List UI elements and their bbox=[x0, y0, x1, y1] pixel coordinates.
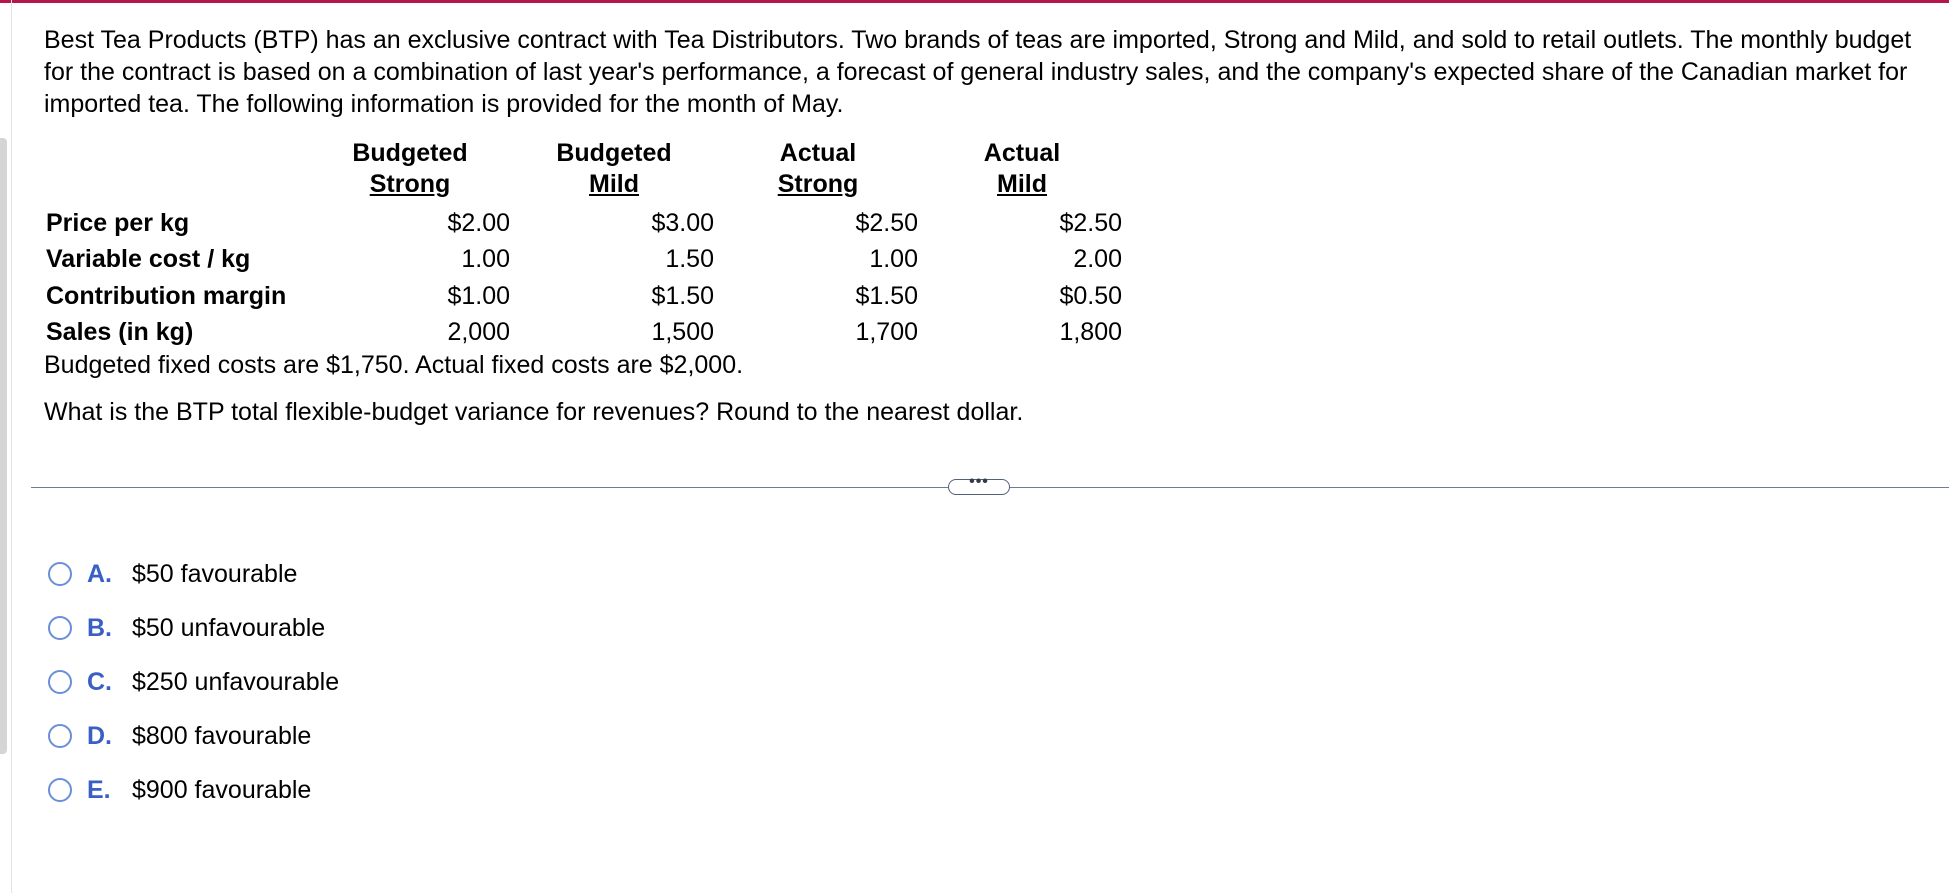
col-header-top: Budgeted bbox=[352, 139, 468, 167]
cell-cm-budgeted-strong: $1.00 bbox=[447, 282, 510, 310]
radio-icon[interactable] bbox=[48, 670, 72, 694]
scrollbar[interactable] bbox=[0, 138, 7, 754]
row-label-contribution-margin: Contribution margin bbox=[46, 282, 287, 310]
option-text: $250 unfavourable bbox=[132, 668, 340, 696]
top-accent-bar bbox=[0, 0, 1949, 3]
cell-sales-budgeted-strong: 2,000 bbox=[447, 318, 510, 346]
cell-cm-budgeted-mild: $1.50 bbox=[651, 282, 714, 310]
left-border bbox=[11, 0, 12, 893]
option-text: $50 unfavourable bbox=[132, 614, 326, 642]
cell-sales-actual-strong: 1,700 bbox=[855, 318, 918, 346]
radio-icon[interactable] bbox=[48, 778, 72, 802]
col-header-top: Budgeted bbox=[556, 139, 672, 167]
option-text: $50 favourable bbox=[132, 560, 298, 588]
cell-varcost-actual-strong: 1.00 bbox=[869, 245, 918, 273]
col-header-bottom: Strong bbox=[369, 170, 451, 198]
row-label-variable-cost: Variable cost / kg bbox=[46, 245, 251, 273]
cell-varcost-actual-mild: 2.00 bbox=[1073, 245, 1122, 273]
cell-price-budgeted-strong: $2.00 bbox=[447, 209, 510, 237]
option-text: $900 favourable bbox=[132, 776, 312, 804]
col-header-bottom: Strong bbox=[777, 170, 859, 198]
option-letter: B. bbox=[87, 614, 112, 642]
cell-varcost-budgeted-mild: 1.50 bbox=[665, 245, 714, 273]
option-letter: A. bbox=[87, 560, 112, 588]
col-header-top: Actual bbox=[779, 139, 857, 167]
col-header-budgeted-strong bbox=[330, 138, 490, 200]
question-prompt: What is the BTP total flexible-budget variance for revenues? Round to the nearest dollar. bbox=[44, 398, 1024, 426]
row-label-price: Price per kg bbox=[46, 209, 190, 237]
question-intro: Best Tea Products (BTP) has an exclusive contract with Tea Distributors. Two brands of teas are imported, Strong and Mild, and sold to retail outlets. The monthly budget for the contract is based on a combination of last year's performance, a forecast of general industry sales, and the company's expected share of the Canadian market for imported tea. The following information is provided for the month of May. bbox=[44, 26, 1912, 118]
radio-icon[interactable] bbox=[48, 724, 72, 748]
fixed-costs-note: Budgeted fixed costs are $1,750. Actual fixed costs are $2,000. bbox=[44, 351, 744, 379]
expand-more-button[interactable]: ••• bbox=[948, 479, 1010, 495]
option-letter: E. bbox=[87, 776, 111, 804]
option-letter: D. bbox=[87, 722, 112, 750]
row-label-sales: Sales (in kg) bbox=[46, 318, 194, 346]
col-header-bottom: Mild bbox=[997, 170, 1047, 198]
cell-cm-actual-strong: $1.50 bbox=[855, 282, 918, 310]
col-header-budgeted-mild bbox=[534, 138, 694, 200]
col-header-top: Actual bbox=[983, 139, 1061, 167]
option-letter: C. bbox=[87, 668, 112, 696]
cell-price-actual-mild: $2.50 bbox=[1059, 209, 1122, 237]
col-header-bottom: Mild bbox=[589, 170, 639, 198]
cell-price-actual-strong: $2.50 bbox=[855, 209, 918, 237]
radio-icon[interactable] bbox=[48, 562, 72, 586]
cell-price-budgeted-mild: $3.00 bbox=[651, 209, 714, 237]
cell-varcost-budgeted-strong: 1.00 bbox=[461, 245, 510, 273]
cell-sales-budgeted-mild: 1,500 bbox=[651, 318, 714, 346]
option-text: $800 favourable bbox=[132, 722, 312, 750]
radio-icon[interactable] bbox=[48, 616, 72, 640]
col-header-actual-strong bbox=[738, 138, 898, 200]
col-header-actual-mild bbox=[942, 138, 1102, 200]
cell-sales-actual-mild: 1,800 bbox=[1059, 318, 1122, 346]
cell-cm-actual-mild: $0.50 bbox=[1059, 282, 1122, 310]
